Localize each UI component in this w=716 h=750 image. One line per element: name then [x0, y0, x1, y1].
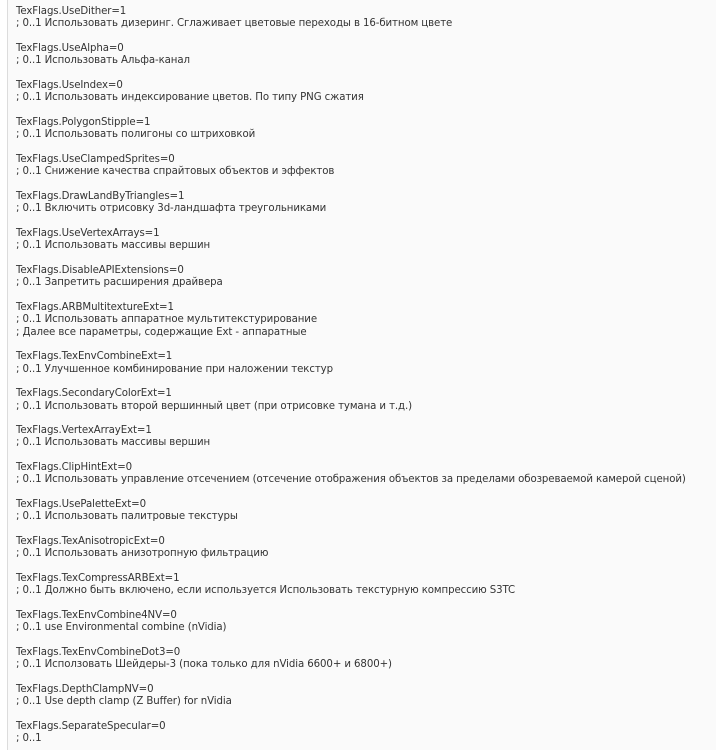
blank-line: [16, 253, 716, 265]
blank-line: [16, 290, 716, 302]
comment-line: ; 0..1 Использовать анизотропную фильтрацию: [16, 548, 269, 560]
comment-line: ; 0..1 Использовать полигоны со штриховкой: [16, 129, 256, 141]
setting-line: TexFlags.TexEnvCombine4NV=0: [16, 610, 177, 622]
setting-line: TexFlags.UseAlpha=0: [16, 42, 124, 54]
comment-line: ; 0..1 Использовать дизеринг. Сглаживает цветовые переходы в 16-битном цвете: [16, 18, 453, 30]
setting-line: TexFlags.UseVertexArrays=1: [16, 227, 160, 239]
code-block: [7, 0, 716, 750]
comment-line: ; 0..1 Должно быть включено, если используется Использовать текстурную компрессию S3TC: [16, 585, 516, 597]
blank-line: [16, 179, 716, 191]
setting-line: TexFlags.UseDither=1: [16, 6, 127, 17]
blank-line: [16, 487, 716, 499]
comment-line: ; 0..1 Улучшенное комбинирование при наложении текстур: [16, 363, 333, 375]
comment-line: ; Далее все параметры, содержащие Ext - аппаратные: [16, 326, 307, 338]
setting-line: TexFlags.DepthClampNV=0: [16, 684, 154, 696]
comment-line: ; 0..1 Исползовать Шейдеры-3 (пока только для nVidia 6600+ и 6800+): [16, 659, 392, 671]
setting-line: TexFlags.PolygonStipple=1: [16, 116, 151, 128]
comment-line: ; 0..1 Использовать аппаратное мультитекстурирование: [16, 314, 317, 326]
comment-line: ; 0..1 Использовать массивы вершин: [16, 240, 211, 252]
setting-line: TexFlags.TexCompressARBExt=1: [16, 573, 180, 585]
comment-line: ; 0..1 Запретить расширения драйвера: [16, 277, 223, 289]
blank-line: [16, 598, 716, 610]
setting-line: TexFlags.ClipHintExt=0: [16, 462, 133, 474]
comment-line: ; 0..1 Использовать палитровые текстуры: [16, 511, 238, 523]
comment-line: ; 0..1 use Environmental combine (nVidia): [16, 622, 227, 634]
setting-line: TexFlags.SecondaryColorExt=1: [16, 388, 172, 400]
blank-line: [16, 31, 716, 43]
blank-line: [16, 524, 716, 536]
blank-line: [16, 376, 716, 388]
setting-line: TexFlags.UsePaletteExt=0: [16, 499, 146, 511]
blank-line: [16, 339, 716, 351]
comment-line: ; 0..1: [16, 733, 42, 745]
comment-line: ; 0..1 Включить отрисовку 3d-ландшафта треугольниками: [16, 203, 327, 215]
blank-line: [16, 561, 716, 573]
comment-line: ; 0..1 Использовать индексирование цветов. По типу PNG сжатия: [16, 92, 364, 104]
setting-line: TexFlags.UseIndex=0: [16, 79, 123, 91]
blank-line: [16, 709, 716, 721]
setting-line: TexFlags.UseClampedSprites=0: [16, 153, 175, 165]
setting-line: TexFlags.VertexArrayExt=1: [16, 425, 152, 437]
comment-line: ; 0..1 Использовать Альфа-канал: [16, 55, 190, 67]
setting-line: TexFlags.TexAnisotropicExt=0: [16, 536, 165, 548]
comment-line: ; 0..1 Использовать второй вершинный цвет (при отрисовке тумана и т.д.): [16, 400, 413, 412]
comment-line: ; 0..1 Use depth clamp (Z Buffer) for nVidia: [16, 696, 232, 708]
setting-line: TexFlags.DisableAPIExtensions=0: [16, 264, 184, 276]
blank-line: [16, 216, 716, 228]
comment-line: ; 0..1 Использовать управление отсечением (отсечение отображения объектов за пределами обозреваемой камерой сценой): [16, 474, 686, 486]
setting-line: TexFlags.TexEnvCombineDot3=0: [16, 647, 181, 659]
blank-line: [16, 672, 716, 684]
blank-line: [16, 635, 716, 647]
comment-line: ; 0..1 Снижение качества спрайтовых объектов и эффектов: [16, 166, 335, 178]
comment-line: ; 0..1 Использовать массивы вершин: [16, 437, 211, 449]
blank-line: [16, 450, 716, 462]
blank-line: [16, 68, 716, 80]
blank-line: [16, 413, 716, 425]
blank-line: [16, 105, 716, 117]
setting-line: TexFlags.TexEnvCombineExt=1: [16, 351, 173, 363]
setting-line: TexFlags.ARBMultitextureExt=1: [16, 301, 174, 313]
blank-line: [16, 142, 716, 154]
setting-line: TexFlags.DrawLandByTriangles=1: [16, 190, 185, 202]
setting-line: TexFlags.SeparateSpecular=0: [16, 721, 166, 733]
